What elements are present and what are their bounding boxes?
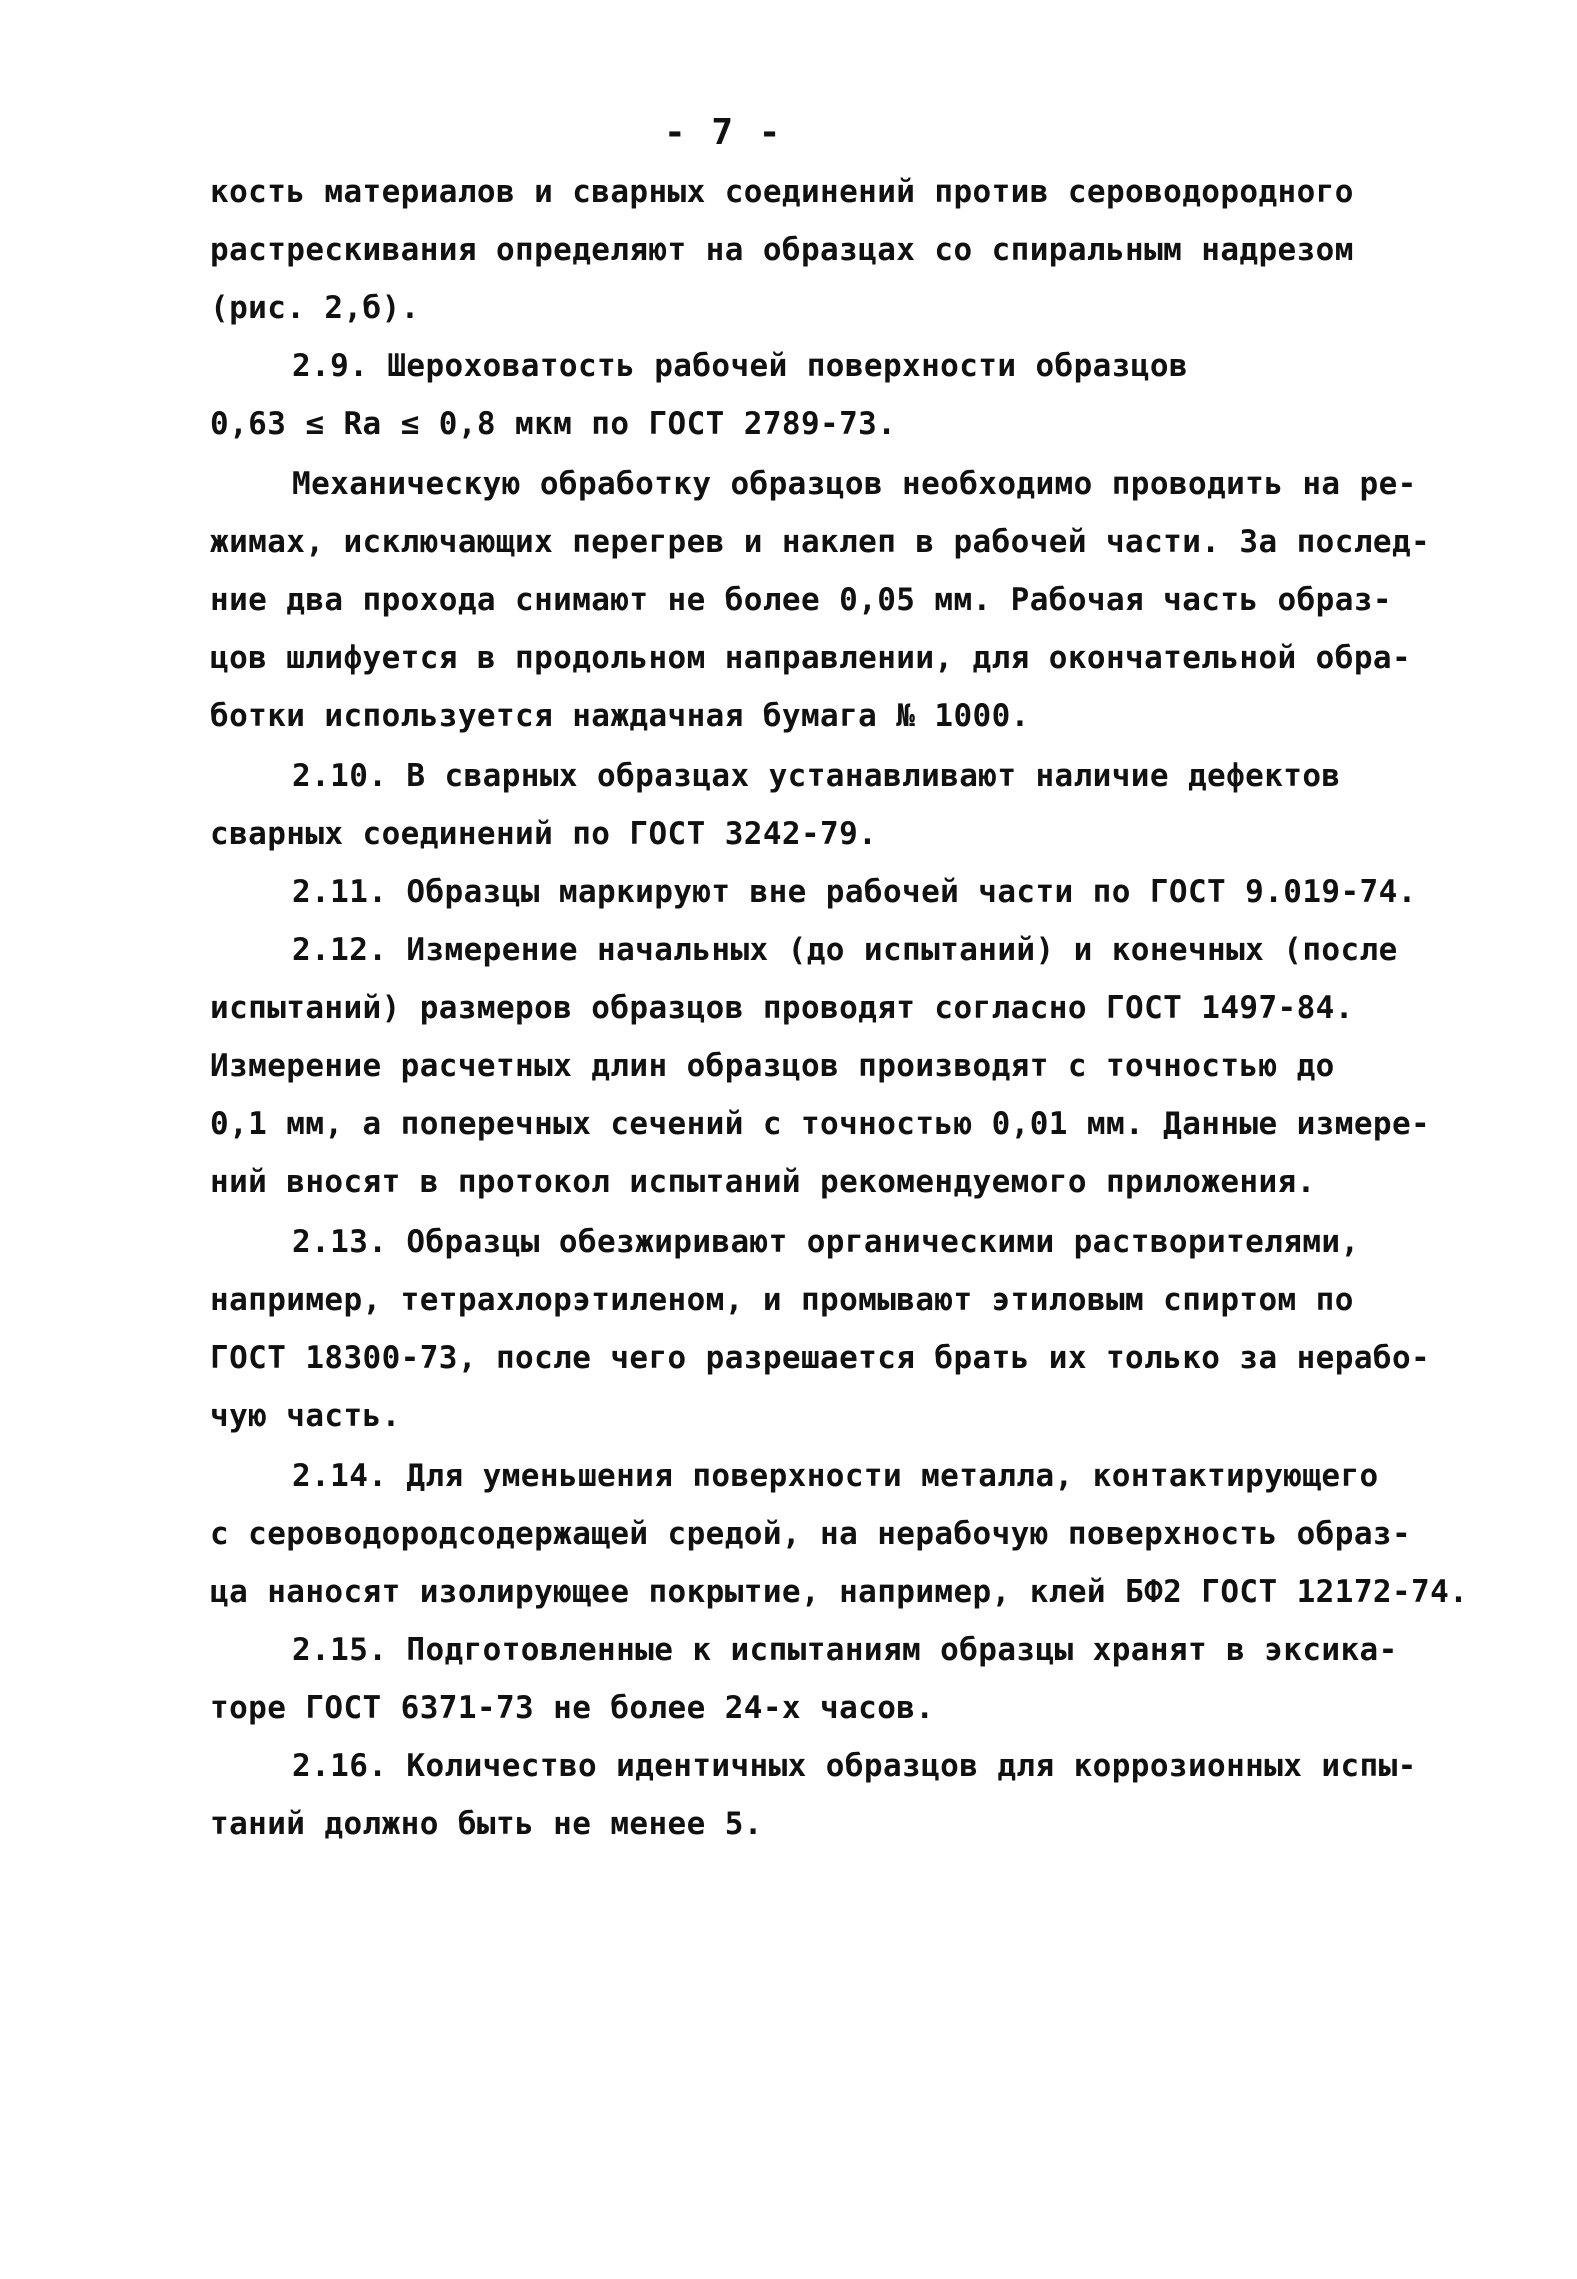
text-line: торе ГОСТ 6371-73 не более 24-х часов. <box>210 1690 935 1726</box>
page-number: - 7 - <box>664 112 783 153</box>
section-2-12-line: 2.12. Измерение начальных (до испытаний) и конечных (после <box>292 932 1398 968</box>
text-line: Механическую обработку образцов необходимо проводить на ре- <box>292 466 1417 502</box>
text-line: кость материалов и сварных соединений против сероводородного <box>210 174 1354 210</box>
text-line: чую часть. <box>210 1398 401 1434</box>
text-line: (рис. 2,б). <box>210 290 420 326</box>
text-line: ГОСТ 18300-73, после чего разрешается брать их только за нерабо- <box>210 1340 1431 1376</box>
section-2-11-line: 2.11. Образцы маркируют вне рабочей части по ГОСТ 9.019-74. <box>292 874 1417 910</box>
text-line: цов шлифуется в продольном направлении, для окончательной обра- <box>210 640 1412 676</box>
text-line: ний вносят в протокол испытаний рекомендуемого приложения. <box>210 1164 1316 1200</box>
text-line: ние два прохода снимают не более 0,05 мм. Рабочая часть образ- <box>210 582 1392 618</box>
section-2-9-line: 2.9. Шероховатость рабочей поверхности образцов <box>292 348 1188 384</box>
text-line: испытаний) размеров образцов проводят согласно ГОСТ 1497-84. <box>210 990 1354 1026</box>
section-2-10-line: 2.10. В сварных образцах устанавливают наличие дефектов <box>292 758 1341 794</box>
roughness-formula-line: 0,63 ≤ Ra ≤ 0,8 мкм по ГОСТ 2789-73. <box>210 406 897 442</box>
text-line: ботки используется наждачная бумага № 1000. <box>210 698 1030 734</box>
text-line: сварных соединений по ГОСТ 3242-79. <box>210 816 878 852</box>
text-line: жимах, исключающих перегрев и наклеп в рабочей части. За послед- <box>210 524 1431 560</box>
text-line: ца наносят изолирующее покрытие, например, клей БФ2 ГОСТ 12172-74. <box>210 1574 1469 1610</box>
text-line: Измерение расчетных длин образцов производят с точностью до <box>210 1048 1335 1084</box>
text-line: таний должно быть не менее 5. <box>210 1806 763 1842</box>
text-line: с сероводородсодержащей средой, на нерабочую поверхность образ- <box>210 1516 1412 1552</box>
section-2-13-line: 2.13. Образцы обезжиривают органическими растворителями, <box>292 1224 1360 1260</box>
section-2-16-line: 2.16. Количество идентичных образцов для коррозионных испы- <box>292 1748 1417 1784</box>
text-line: 0,1 мм, а поперечных сечений с точностью 0,01 мм. Данные измере- <box>210 1106 1431 1142</box>
section-2-15-line: 2.15. Подготовленные к испытаниям образцы хранят в эксика- <box>292 1632 1398 1668</box>
text-line: растрескивания определяют на образцах со спиральным надрезом <box>210 232 1354 268</box>
section-2-14-line: 2.14. Для уменьшения поверхности металла, контактирующего <box>292 1458 1379 1494</box>
text-line: например, тетрахлорэтиленом, и промывают этиловым спиртом по <box>210 1282 1354 1318</box>
